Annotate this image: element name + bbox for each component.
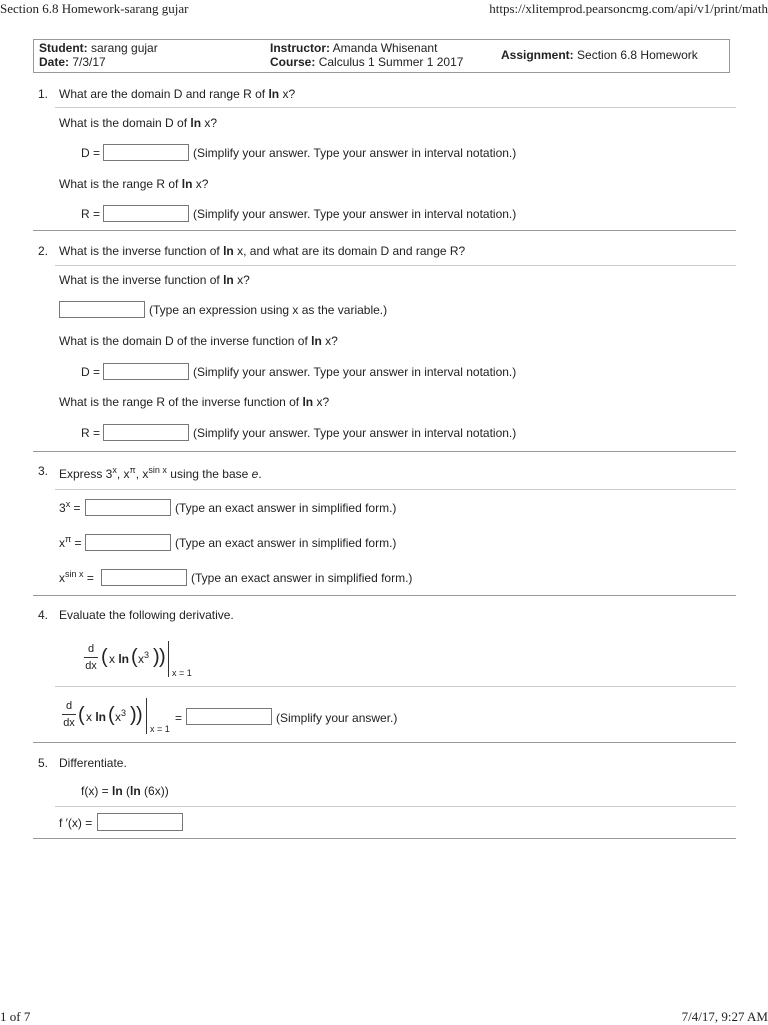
q4-number: 4.	[38, 608, 49, 622]
q3-a1-input[interactable]	[85, 499, 171, 516]
evaluation-bar	[146, 698, 147, 734]
q1-domain-label: D =	[81, 146, 101, 160]
expr-inner: $x^3$	[115, 708, 127, 724]
instructor-name: Amanda Whisenant	[332, 41, 438, 55]
left-paren: (	[101, 646, 108, 668]
q1-number: 1.	[38, 87, 49, 101]
student-name: sarang gujar	[91, 41, 158, 55]
q5-number: 5.	[38, 756, 49, 770]
q2-range-label: R =	[81, 426, 101, 440]
d-dx-fraction	[62, 700, 76, 729]
d-dx-fraction	[84, 643, 98, 672]
q1-domain-hint: (Simplify your answer. Type your answer in interval notation.)	[193, 146, 517, 160]
divider	[55, 806, 736, 807]
instructor-row	[270, 41, 437, 56]
q4-answer-input[interactable]	[186, 708, 272, 725]
q5-answer-input[interactable]	[97, 813, 183, 831]
q1-range-input[interactable]	[103, 205, 189, 222]
q1-prompt: What are the domain D and range R of ln x?	[59, 87, 296, 101]
assignment-row	[501, 48, 698, 63]
left-paren-inner: (	[131, 646, 138, 668]
divider	[55, 686, 736, 687]
course-name: Calculus 1 Summer 1 2017	[318, 55, 464, 69]
q5-prompt: Differentiate.	[59, 756, 127, 770]
right-paren-inner: )	[130, 704, 137, 726]
fraction-denominator: dx	[63, 717, 75, 729]
assignment-name: Section 6.8 Homework	[577, 48, 698, 62]
q3-a2-input[interactable]	[85, 534, 171, 551]
q4-hint: (Simplify your answer.)	[276, 711, 398, 725]
q2-domain-hint: (Simplify your answer. Type your answer in interval notation.)	[193, 365, 517, 379]
print-page-count: 1 of 7	[0, 1009, 31, 1024]
q2-inverse-question: What is the inverse function of ln x?	[59, 273, 250, 287]
print-header-url: https://xlitemprod.pearsoncmg.com/api/v1/print/math	[489, 1, 768, 16]
q1-range-question: What is the range R of ln x?	[59, 177, 209, 191]
fraction-numerator: d	[65, 700, 73, 712]
student-row	[39, 41, 158, 56]
q3-a2-label: $x^\pi$ =	[59, 534, 82, 550]
q4-prompt: Evaluate the following derivative.	[59, 608, 234, 622]
left-paren-inner: (	[108, 704, 115, 726]
q2-domain-label: D =	[81, 365, 101, 379]
q5-answer-label: f ′(x) =	[59, 816, 93, 830]
q2-domain-input[interactable]	[103, 363, 189, 380]
q3-number: 3.	[38, 464, 49, 478]
evaluation-point: x = 1	[150, 724, 170, 734]
date-row	[39, 55, 106, 70]
evaluation-bar	[168, 641, 169, 677]
question-divider	[33, 595, 736, 596]
q2-number: 2.	[38, 244, 49, 258]
print-timestamp: 7/4/17, 9:27 AM	[681, 1009, 768, 1024]
q3-a2-hint: (Type an exact answer in simplified form.)	[175, 536, 397, 550]
print-header-title: Section 6.8 Homework-sarang gujar	[0, 1, 189, 16]
instructor-label: Instructor:	[270, 41, 330, 55]
right-paren: )	[159, 646, 166, 668]
expr-inner: $x^3$	[138, 650, 150, 666]
fraction-bar	[62, 714, 76, 715]
q3-a1-label: $3^x$ =	[59, 499, 81, 515]
question-divider	[33, 451, 736, 452]
right-paren-inner: )	[153, 646, 160, 668]
question-divider	[33, 742, 736, 743]
divider	[55, 489, 736, 490]
student-label: Student:	[39, 41, 88, 55]
assignment-label: Assignment:	[501, 48, 574, 62]
fraction-denominator: dx	[85, 660, 97, 672]
q5-function: f(x) = ln (ln (6x))	[81, 784, 169, 798]
right-paren: )	[136, 704, 143, 726]
equals-sign: =	[175, 711, 183, 725]
q2-range-input[interactable]	[103, 424, 189, 441]
question-divider	[33, 838, 736, 839]
course-label: Course:	[270, 55, 316, 69]
q3-prompt: Express 3$^x$, $x^\pi$, $x^{sin x}$ using the base e.	[59, 465, 262, 481]
evaluation-point: x = 1	[172, 668, 192, 678]
q2-prompt: What is the inverse function of ln x, and what are its domain D and range R?	[59, 244, 466, 258]
q2-inverse-input[interactable]	[59, 301, 145, 318]
q3-a3-input[interactable]	[101, 569, 187, 586]
q2-range-hint: (Simplify your answer. Type your answer in interval notation.)	[193, 426, 517, 440]
q1-domain-input[interactable]	[103, 144, 189, 161]
assignment-info-box	[33, 39, 730, 73]
fraction-bar	[84, 657, 98, 658]
q2-inverse-hint: (Type an expression using x as the variable.)	[149, 303, 388, 317]
q1-range-label: R =	[81, 207, 101, 221]
divider	[55, 265, 736, 266]
q3-a1-hint: (Type an exact answer in simplified form.)	[175, 501, 397, 515]
expr-body: x ln	[109, 652, 130, 666]
divider	[55, 107, 736, 108]
q3-a3-hint: (Type an exact answer in simplified form.)	[191, 571, 413, 585]
date-value: 7/3/17	[72, 55, 106, 69]
date-label: Date:	[39, 55, 70, 69]
q1-range-hint: (Simplify your answer. Type your answer in interval notation.)	[193, 207, 517, 221]
question-divider	[33, 230, 736, 231]
left-paren: (	[78, 704, 85, 726]
course-row	[270, 55, 463, 70]
expr-body: x ln	[86, 710, 107, 724]
q3-a3-label: $x^{sin x}$ =	[59, 569, 94, 585]
fraction-numerator: d	[87, 643, 95, 655]
q1-domain-question: What is the domain D of ln x?	[59, 116, 218, 130]
q2-range-question: What is the range R of the inverse function of ln x?	[59, 395, 330, 409]
q2-domain-question: What is the domain D of the inverse function of ln x?	[59, 334, 338, 348]
